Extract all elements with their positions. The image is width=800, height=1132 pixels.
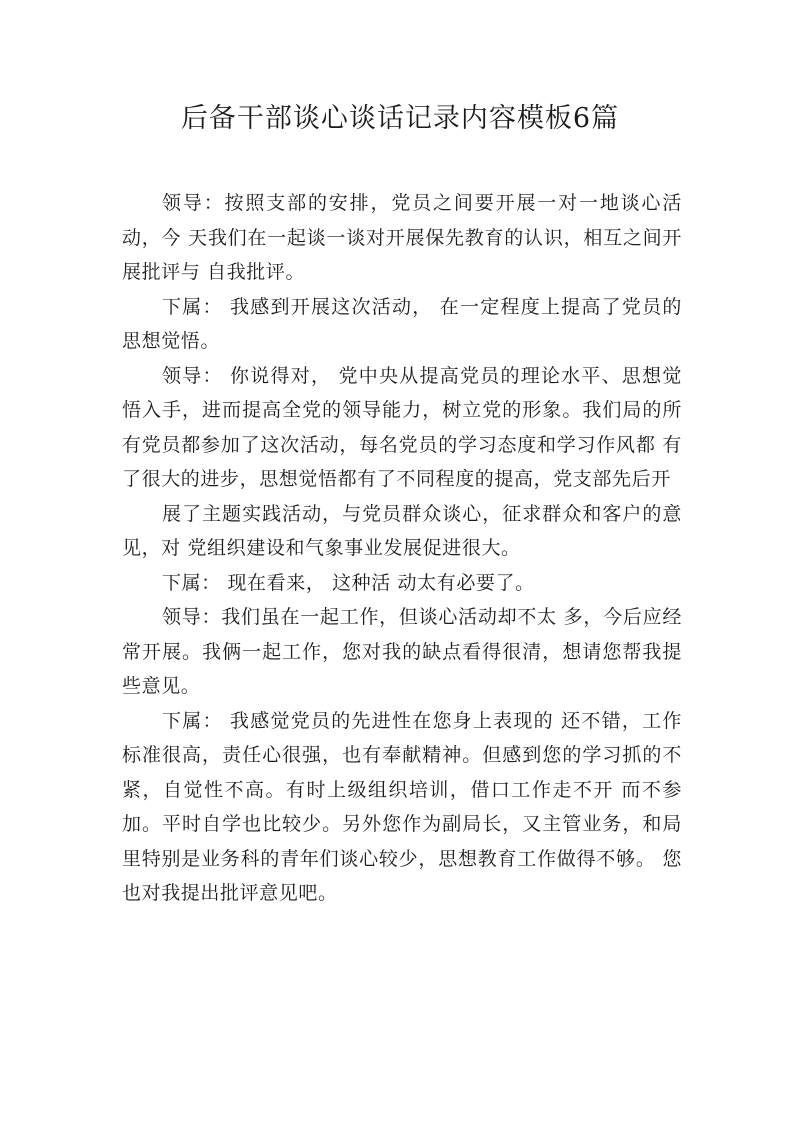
paragraph: 下属： 我感觉党员的先进性在您身上表现的 还不错，工作标准很高，责任心很强，也有奉献精神。但感到您的学习抓的不紧，自觉性不高。有时上级组织培训，借口工作走不开 而不参加。平时自学也比较少。另外您作为副局长，又主管业务，和局里特别是业务科的青年们谈心较少，思想教育工作做得不够。 您也对我提出批评意见吧。	[122, 709, 682, 904]
document-title: 后备干部谈心谈话记录内容模板6篇	[180, 103, 620, 134]
paragraph: 领导：我们虽在一起工作，但谈心活动却不太 多，今后应经常开展。我俩一起工作，您对我的缺点看得很清，想请您帮我提些意见。	[122, 606, 682, 697]
paragraph: 下属： 我感到开展这次活动， 在一定程度上提高了党员的思想觉悟。	[122, 295, 682, 352]
document-body	[122, 186, 682, 911]
paragraph: 下属： 现在看来， 这种活 动太有必要了。	[162, 571, 535, 594]
paragraph: 领导： 你说得对， 党中央从提高党员的理论水平、思想觉悟入手，进而提高全党的领导能力，树立党的形象。我们局的所有党员都参加了这次活动，每名党员的学习态度和学习作风都 有了很大的进步，思想觉悟都有了不同程度的提高，党支部先后开	[122, 364, 682, 490]
paragraph: 领导：按照支部的安排，党员之间要开展一对一地谈心活动，今 天我们在一起谈一谈对开展保先教育的认识，相互之间开展批评与 自我批评。	[122, 192, 682, 283]
paragraph: 展了主题实践活动，与党员群众谈心，征求群众和客户的意见，对 党组织建设和气象事业发展促进很大。	[122, 502, 682, 559]
